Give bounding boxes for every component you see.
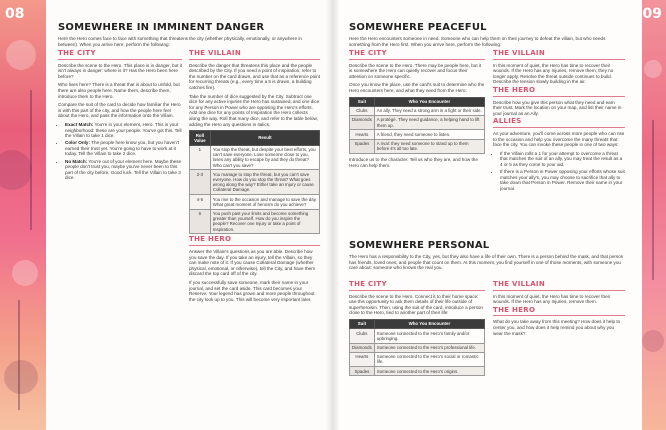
personal-city-p1: Describe the scene to the Hero. Connect it to their home space: use this opportunity to ask them details of their life outside of superheroism. Then, using the suit of the card, introduce a person close to the Hero, tied to another part of their life: [349,293,483,316]
divider [189,245,320,246]
table-row [190,209,320,234]
personal-intro-text: The Hero has a responsibility to the City, yes, but they also have a life of their own. There is a person behind the mask, and that person has friends, loved ones, and people that count on them. At this moment, you find yourself in one of those moments, with someone you care about: someone who knows the real you. [349,254,624,271]
suit-cell: Hearts [350,352,375,366]
right-city-section [349,51,485,171]
result-cell: You manage to stop the threat, but you can't save everyone. How do you stop the threat? What goes wrong along the way? Either take an Injury or cause Collateral Damage. [210,170,319,195]
encounter-cell: A protégé. They need guidance, a helping hand to lift them up. [374,115,484,129]
divider [189,59,320,60]
table-row [350,106,485,115]
suit-cell: Diamonds [350,343,375,352]
divider [493,96,625,97]
list-item [65,122,182,139]
encounter-cell: Someone connected to the Hero's social or romantic life. [374,352,484,366]
allies-p1: As your adventure, you'll come across more people who can rise to the occasion and help you overcome the many threats that face the city. You can invoke these people in one of two ways: [493,130,625,148]
result-cell: You stop the threat, but despite your best efforts, you can't save everyone. Lose someone close to you, loses any ability to escape by and they do threat? Who can't you save? [210,145,319,170]
divider [493,127,625,128]
personal-title: SOMEWHERE PERSONAL [349,240,490,251]
left-page-title: SOMEWHERE IN IMMINENT DANGER [58,22,265,33]
left-page-artwork [0,0,46,430]
bullet-label: No Match: [65,158,88,164]
column-header: Suit [350,319,375,328]
list-item: • If the Villain rolls a 1 for your attempt to overcome a threat that matches the suit of an ally, you may treat the result as a 4 or 5 as they come to your aid. [500,151,625,168]
left-city-p2: Who lives here? There is a threat that is about to unfold, but there are also people here. Name them, describe them, introduce them to the Hero. [58,82,180,99]
roll-value-cell: 2-3 [190,170,211,195]
right-villain-heading: THE VILLAIN [493,49,545,57]
suit-cell: Diamonds [350,115,375,129]
table-row [350,367,485,376]
divider [349,59,485,60]
right-city-p1: Describe the scene to the Hero. There may be people here, but it is somewhere the Hero can quietly recover and focus their attention on someone specific. [349,62,482,79]
left-intro-text: Here the Hero comes face to face with something that threatens the city (whether physically, emotionally, or anywhere in between). When you arrive here, perform the following: [58,36,302,47]
bullet-text: The people here know you, but you haven't earned their trust yet. You're going to have to work at it today. Tell the Villain to take 2 dice. [65,140,179,157]
bullet-text: You're in your element, Hero. This is your neighborhood: these are your people. You've got this. Tell the Villain to take 1 dice. [65,121,182,139]
right-page-artwork [642,0,666,430]
right-intro-text: Here the Hero encounters someone in need. Someone who can help them on their journey to defeat the villain, but who needs something from the Hero first. When you arrive here, perform the following: [349,36,606,47]
table-row [350,352,485,366]
table-row [190,195,320,209]
roll-value-cell: 4-5 [190,195,211,209]
personal-villain-heading: THE VILLAIN [493,280,545,288]
divider [349,290,485,291]
left-city-heading: THE CITY [58,49,96,57]
left-villain-section [189,51,320,305]
personal-villain-p1: In this moment of quiet, the Hero has time to recover their wounds. If the Hero has any Injuries, remove them. [493,293,611,305]
suit-cell: Clubs [350,106,375,115]
personal-hero-p1: What do you take away from this meeting? How does it help to center you, and how does it help remind you about why you wear the mask? [493,319,621,336]
divider [493,59,625,60]
left-city-p3: Compare the suit of the card to decide how familiar the Hero is with this part of the city, and how the people here feel about the Hero, and pass the information onto the Villain. [58,102,181,119]
table-row [190,170,320,195]
left-hero-p1: Answer the Villain's questions as you are able. Describe how you save the day. If you take an injury, tell the Villain, so they can make note of it. If you cause Collateral Damage (whether physical, emotional, or otherwise), tell the City, and have them discard the top card off of the city. [189,248,316,277]
result-cell: You push past your limits and become something greater than yourself. How do you inspire the people? Recover one Injury or take a point of Inspiration. [210,209,319,234]
column-header: Roll Value [190,131,211,145]
encounter-cell: An ally. They need a strong arm in a fight or their side. [374,106,484,115]
divider [493,315,625,316]
table-header-row [190,131,320,145]
table-header-row [350,319,485,328]
column-header: Suit [350,97,375,106]
personal-city-heading: THE CITY [349,280,387,288]
allies-list [493,151,625,192]
suit-cell: Hearts [350,130,375,139]
divider [58,59,182,60]
match-list [58,122,182,181]
left-villain-p1: Describe the danger that threatens this place and the people described by the City. If you need a point of inspiration, refer to the number on the card drawn, and use that as a reference point for recurring threats (e.g., every time a 5 is drawn, a building catches fire). [189,62,321,90]
left-hero-p2: If you successfully save someone, mark their name in your journal, and set the card aside. This card becomes your Reserve. Your legend has grown and more people throughout the city look up to you. This will become very important later. [189,279,315,302]
page-number-left: 08 [5,6,25,22]
suit-cell: Clubs [350,329,375,343]
table-row [350,115,485,129]
result-cell: You rise to the occasion and manage to save the day. What great moment of heroism do you achieve? [210,195,319,209]
right-villain-p1: In this moment of quiet, the Hero has time to recover their wounds. If the Hero has any Injuries, remove them; they no longer apply. Resolve the threat outside continues to build. Describe the tension slowly building in the air. [493,62,614,85]
allies-heading: ALLIES [493,117,522,126]
left-villain-p2: Take the number of dice suggested by the City. Subtract one dice for any active injuries the Hero has sustained, and one dice for any Person in Power who are opposing the Hero's efforts. Add one dice for any points of Inspiration the Hero collects along the way. Roll that many dice, and refer to the table below, adding the Hero any questions in italics. [189,93,320,127]
divider [493,290,625,291]
left-hero-heading: THE HERO [189,235,232,244]
right-city-p3: Introduce us to the character. Tell us who they are, and how the Hero can help them. [349,156,478,168]
personal-villain-section [493,282,625,339]
table-row [350,343,485,352]
table-row [190,145,320,170]
right-city-heading: THE CITY [349,49,387,57]
left-city-section [58,51,182,184]
roll-value-cell: 1 [190,145,211,170]
encounter-cell: A rival: they need someone to stand up to them before it's all too late. [374,139,484,153]
encounter-cell: A friend, they need someone to listen. [374,130,484,139]
encounter-cell: Someone connected to the Hero's family and/or upbringing. [374,329,484,343]
suit-cell: Spades [350,139,375,153]
right-hero-p1: Describe how you give this person what they need and earn their trust. Mark the location on your map, and list their name in your journal as an Ally. [493,99,622,116]
left-villain-heading: THE VILLAIN [189,49,241,57]
right-intro [349,36,625,50]
personal-encounter-table [349,319,485,376]
book-gutter-shadow [326,0,340,430]
right-hero-heading: THE HERO [493,85,536,94]
personal-intro [349,254,625,274]
page-number-right: 09 [642,6,662,22]
encounter-cell: Someone connected to the Hero's origins. [374,367,484,376]
roll-result-table [189,130,320,234]
encounter-table [349,97,485,154]
suit-cell: Spades [350,367,375,376]
right-page-title: SOMEWHERE PEACEFUL [349,22,487,33]
table-header-row [350,97,485,106]
table-row [350,130,485,139]
personal-hero-heading: THE HERO [493,305,536,314]
right-city-p2: Once you know the place, use the card's suit to determine who the Hero encounters here, and what they need from the Hero: [349,82,485,93]
table-row [350,329,485,343]
personal-city-section [349,282,485,379]
list-item [65,159,182,181]
list-item: • If there is a Person in Power opposing your efforts whose suit matches your ally's, you may choose to sacrifice that ally to take down that Person in Power. Remove their name in your journal. [500,169,625,191]
column-header: Who You Encounter [374,97,484,106]
column-header: Result [210,131,319,145]
bullet-label: Color Only: [65,140,91,146]
right-villain-section [493,51,625,194]
bullet-text: You're out of your element here. Maybe these people don't trust you, maybe you've never been to this part of the city before. Good luck. Tell the Villain to take 3 dice. [65,158,182,181]
right-page [333,0,666,430]
table-row [350,139,485,153]
column-header: Who You Encounter [374,319,484,328]
left-city-p1: Describe the scene to the Hero. This place is in danger, but it isn't always in danger: where is it? Has the Hero been here before? [58,62,183,79]
encounter-cell: Someone connected to the Hero's professional life. [374,343,484,352]
bullet-label: Exact Match: [65,121,94,127]
roll-value-cell: 6 [190,209,211,234]
list-item [65,140,182,157]
